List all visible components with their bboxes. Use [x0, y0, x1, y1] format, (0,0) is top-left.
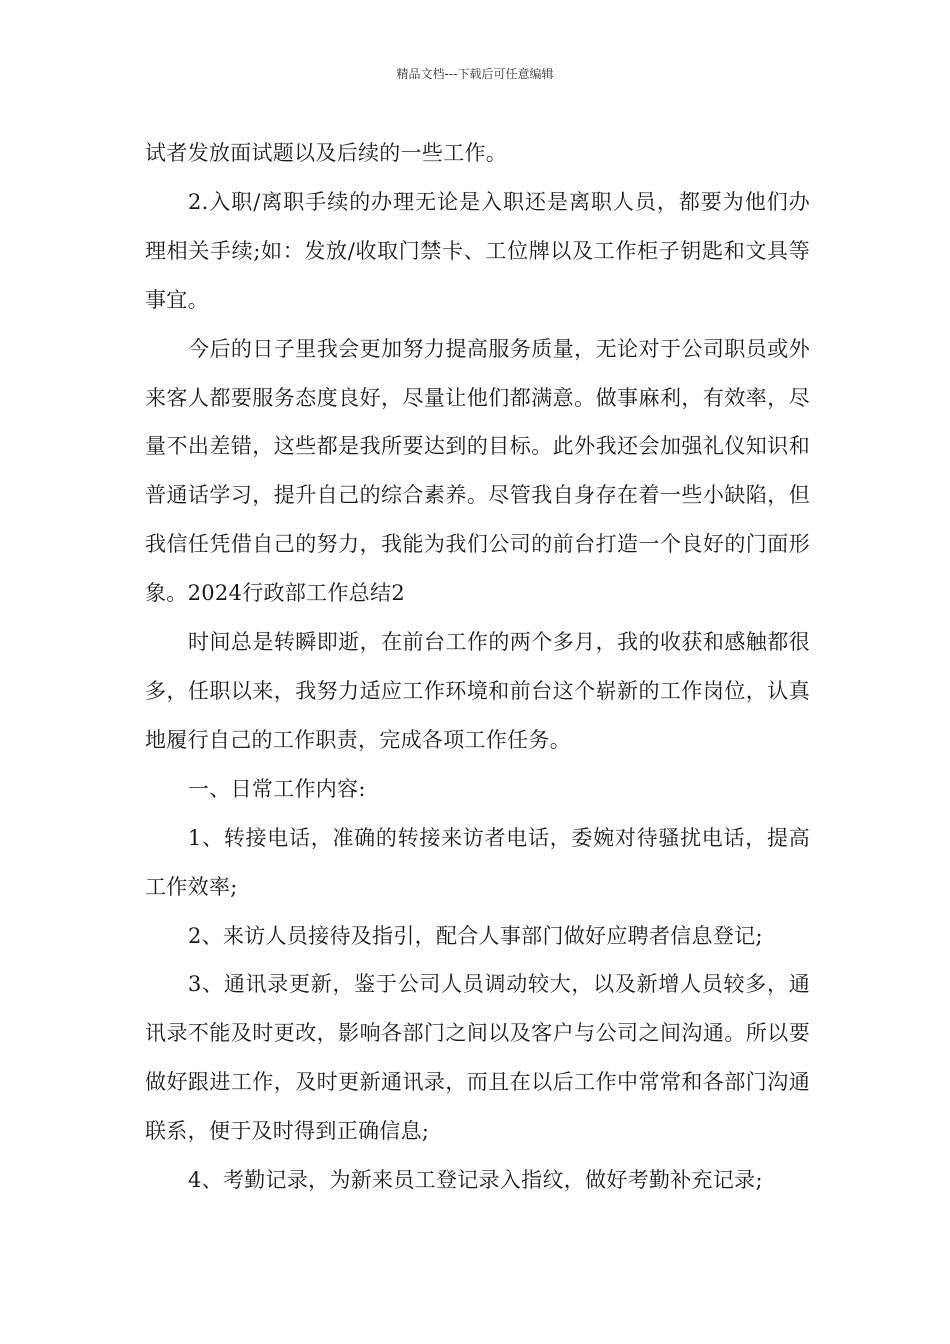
list-item-1: 1、转接电话，准确的转接来访者电话，委婉对待骚扰电话，提高工作效率;: [145, 825, 810, 899]
list-item-3: 3、通讯录更新，鉴于公司人员调动较大，以及新增人员较多，通讯录不能及时更改，影响各部门之间以及客户与公司之间沟通。所以要做好跟进工作，及时更新通讯录，而且在以后工作中常常和各部门沟通联系，便于及时得到正确信息;: [145, 972, 810, 1144]
list-item-2: 2、来访人员接待及指引，配合人事部门做好应聘者信息登记;: [188, 923, 763, 948]
paragraph-4: 时间总是转瞬即逝，在前台工作的两个多月，我的收获和感触都很多，任职以来，我努力适应工作环境和前台这个崭新的工作岗位，认真地履行自己的工作职责，完成各项工作任务。: [145, 630, 810, 752]
paragraph-3: 今后的日子里我会更加努力提高服务质量，无论对于公司职员或外来客人都要服务态度良好，尽量让他们都满意。做事麻利，有效率，尽量不出差错，这些都是我所要达到的目标。此外我还会加强礼仪知识和普通话学习，提升自己的综合素养。尽管我自身存在着一些小缺陷，但我信任凭借自己的努力，我能为我们公司的前台打造一个良好的门面形象。2024行政部工作总结2: [145, 336, 810, 606]
paragraph-1: 试者发放面试题以及后续的一些工作。: [145, 141, 508, 165]
page-header: 精品文档---下载后可任意编辑: [396, 67, 554, 81]
section-heading-daily-work: 一、日常工作内容:: [188, 776, 366, 801]
document-body: [145, 129, 810, 1205]
list-item-4: 4、考勤记录，为新来员工登记录入指纹，做好考勤补充记录;: [188, 1168, 763, 1193]
paragraph-2: 2.入职/离职手续的办理无论是入职还是离职人员，都要为他们办理相关手续;如：发放/收取门禁卡、工位牌以及工作柜子钥匙和文具等事宜。: [145, 189, 810, 312]
